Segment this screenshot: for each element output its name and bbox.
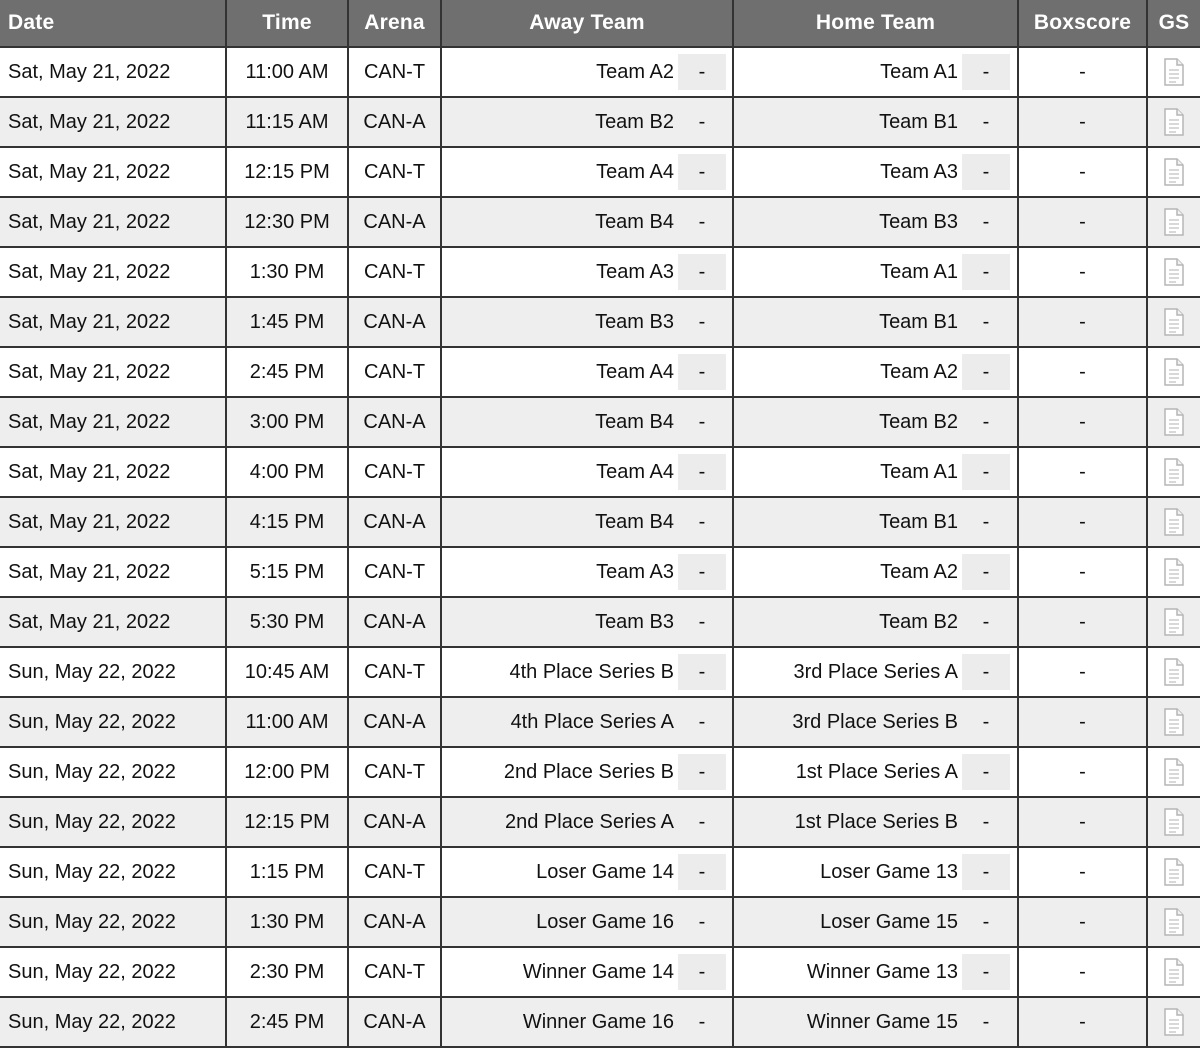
home-team-cell bbox=[733, 547, 1018, 597]
gamesheet-cell bbox=[1147, 297, 1200, 347]
home-score: - bbox=[982, 311, 990, 333]
game-row bbox=[0, 47, 1200, 97]
game-arena: CAN-A bbox=[348, 997, 441, 1047]
boxscore-cell: - bbox=[1018, 147, 1147, 197]
home-team-cell bbox=[733, 347, 1018, 397]
game-date: Sat, May 21, 2022 bbox=[0, 247, 226, 297]
game-date: Sat, May 21, 2022 bbox=[0, 297, 226, 347]
boxscore-cell: - bbox=[1018, 597, 1147, 647]
game-time: 1:30 PM bbox=[226, 247, 348, 297]
boxscore-cell: - bbox=[1018, 997, 1147, 1047]
game-arena: CAN-T bbox=[348, 747, 441, 797]
away-team-name[interactable]: Team A2 bbox=[596, 60, 674, 83]
home-team-cell bbox=[733, 297, 1018, 347]
gamesheet-cell bbox=[1147, 397, 1200, 447]
away-team-cell bbox=[441, 397, 733, 447]
home-team-cell bbox=[733, 447, 1018, 497]
game-arena: CAN-T bbox=[348, 547, 441, 597]
away-team-cell bbox=[441, 147, 733, 197]
game-arena: CAN-T bbox=[348, 447, 441, 497]
document-icon[interactable] bbox=[1161, 107, 1187, 137]
away-score: - bbox=[678, 554, 726, 590]
game-time: 12:30 PM bbox=[226, 197, 348, 247]
gamesheet-cell bbox=[1147, 447, 1200, 497]
home-score: - bbox=[982, 711, 990, 733]
home-score: - bbox=[962, 54, 1010, 90]
boxscore-cell: - bbox=[1018, 197, 1147, 247]
boxscore-cell: - bbox=[1018, 247, 1147, 297]
game-date: Sat, May 21, 2022 bbox=[0, 197, 226, 247]
document-icon[interactable] bbox=[1161, 607, 1187, 637]
document-icon[interactable] bbox=[1161, 957, 1187, 987]
gamesheet-cell bbox=[1147, 897, 1200, 947]
game-row bbox=[0, 497, 1200, 547]
away-team-name[interactable]: Team A3 bbox=[596, 560, 674, 583]
schedule-body bbox=[0, 47, 1200, 1047]
away-team-name[interactable]: Team A4 bbox=[596, 360, 674, 383]
column-header-home-team[interactable]: Home Team bbox=[733, 0, 1018, 47]
document-icon[interactable] bbox=[1161, 707, 1187, 737]
game-arena: CAN-T bbox=[348, 347, 441, 397]
game-arena: CAN-T bbox=[348, 647, 441, 697]
game-date: Sun, May 22, 2022 bbox=[0, 947, 226, 997]
game-date: Sun, May 22, 2022 bbox=[0, 797, 226, 847]
game-time: 12:15 PM bbox=[226, 797, 348, 847]
home-team-cell bbox=[733, 597, 1018, 647]
game-time: 5:30 PM bbox=[226, 597, 348, 647]
away-score: - bbox=[698, 711, 706, 733]
game-time: 3:00 PM bbox=[226, 397, 348, 447]
document-icon[interactable] bbox=[1161, 57, 1187, 87]
home-score: - bbox=[982, 511, 990, 533]
game-row bbox=[0, 547, 1200, 597]
game-date: Sun, May 22, 2022 bbox=[0, 647, 226, 697]
game-date: Sat, May 21, 2022 bbox=[0, 97, 226, 147]
game-row bbox=[0, 147, 1200, 197]
home-team-name[interactable]: Loser Game 15 bbox=[820, 910, 958, 933]
boxscore-cell: - bbox=[1018, 897, 1147, 947]
away-team-cell bbox=[441, 647, 733, 697]
away-team-name[interactable]: Team B4 bbox=[595, 410, 674, 433]
home-team-cell bbox=[733, 97, 1018, 147]
game-row bbox=[0, 447, 1200, 497]
game-arena: CAN-T bbox=[348, 847, 441, 897]
away-score: - bbox=[678, 54, 726, 90]
away-team-name[interactable]: Team B3 bbox=[595, 310, 674, 333]
home-team-name[interactable]: Team A1 bbox=[880, 60, 958, 83]
away-team-cell bbox=[441, 847, 733, 897]
document-icon[interactable] bbox=[1161, 157, 1187, 187]
home-score: - bbox=[982, 811, 990, 833]
home-team-name[interactable]: 3rd Place Series B bbox=[792, 710, 958, 733]
away-team-cell bbox=[441, 897, 733, 947]
home-score: - bbox=[962, 154, 1010, 190]
gamesheet-cell bbox=[1147, 747, 1200, 797]
away-score: - bbox=[698, 1011, 706, 1033]
home-team-name[interactable]: Team A1 bbox=[880, 460, 958, 483]
game-row bbox=[0, 597, 1200, 647]
home-team-cell bbox=[733, 197, 1018, 247]
game-time: 5:15 PM bbox=[226, 547, 348, 597]
document-icon[interactable] bbox=[1161, 507, 1187, 537]
away-team-cell bbox=[441, 97, 733, 147]
gamesheet-cell bbox=[1147, 547, 1200, 597]
game-time: 2:45 PM bbox=[226, 347, 348, 397]
game-arena: CAN-A bbox=[348, 797, 441, 847]
gamesheet-cell bbox=[1147, 347, 1200, 397]
away-score: - bbox=[678, 254, 726, 290]
away-score: - bbox=[698, 511, 706, 533]
away-team-cell bbox=[441, 547, 733, 597]
game-arena: CAN-A bbox=[348, 97, 441, 147]
home-team-name[interactable]: Team A2 bbox=[880, 560, 958, 583]
away-score: - bbox=[678, 354, 726, 390]
column-header-away-team[interactable]: Away Team bbox=[441, 0, 733, 47]
gamesheet-cell bbox=[1147, 97, 1200, 147]
boxscore-cell: - bbox=[1018, 847, 1147, 897]
home-team-cell bbox=[733, 247, 1018, 297]
boxscore-cell: - bbox=[1018, 97, 1147, 147]
column-header-arena[interactable]: Arena bbox=[348, 0, 441, 47]
away-team-cell bbox=[441, 797, 733, 847]
boxscore-cell: - bbox=[1018, 697, 1147, 747]
document-icon[interactable] bbox=[1161, 807, 1187, 837]
game-time: 11:00 AM bbox=[226, 47, 348, 97]
home-team-cell bbox=[733, 147, 1018, 197]
gamesheet-cell bbox=[1147, 597, 1200, 647]
game-time: 12:00 PM bbox=[226, 747, 348, 797]
away-score: - bbox=[678, 754, 726, 790]
game-arena: CAN-A bbox=[348, 297, 441, 347]
column-header-boxscore[interactable]: Boxscore bbox=[1018, 0, 1147, 47]
gamesheet-cell bbox=[1147, 147, 1200, 197]
document-icon[interactable] bbox=[1161, 407, 1187, 437]
away-team-cell bbox=[441, 497, 733, 547]
away-score: - bbox=[698, 811, 706, 833]
column-header-time[interactable]: Time bbox=[226, 0, 348, 47]
game-time: 12:15 PM bbox=[226, 147, 348, 197]
away-team-cell bbox=[441, 747, 733, 797]
away-score: - bbox=[678, 854, 726, 890]
column-header-gs[interactable]: GS bbox=[1147, 0, 1200, 47]
game-row bbox=[0, 697, 1200, 747]
boxscore-cell: - bbox=[1018, 297, 1147, 347]
game-date: Sat, May 21, 2022 bbox=[0, 347, 226, 397]
away-team-name[interactable]: Team A4 bbox=[596, 460, 674, 483]
boxscore-cell: - bbox=[1018, 497, 1147, 547]
game-time: 1:15 PM bbox=[226, 847, 348, 897]
away-score: - bbox=[678, 454, 726, 490]
document-icon[interactable] bbox=[1161, 1007, 1187, 1037]
game-time: 4:15 PM bbox=[226, 497, 348, 547]
home-team-name[interactable]: Team B1 bbox=[879, 110, 958, 133]
away-team-cell bbox=[441, 997, 733, 1047]
document-icon[interactable] bbox=[1161, 657, 1187, 687]
away-team-name[interactable]: Team B2 bbox=[595, 110, 674, 133]
away-score: - bbox=[698, 111, 706, 133]
game-date: Sat, May 21, 2022 bbox=[0, 447, 226, 497]
home-score: - bbox=[962, 454, 1010, 490]
game-row bbox=[0, 847, 1200, 897]
header-row bbox=[0, 0, 1200, 47]
document-icon[interactable] bbox=[1161, 857, 1187, 887]
game-arena: CAN-T bbox=[348, 147, 441, 197]
game-row bbox=[0, 897, 1200, 947]
home-team-name[interactable]: Team A3 bbox=[880, 160, 958, 183]
home-team-cell bbox=[733, 897, 1018, 947]
away-score: - bbox=[698, 211, 706, 233]
game-row bbox=[0, 347, 1200, 397]
game-date: Sun, May 22, 2022 bbox=[0, 847, 226, 897]
home-score: - bbox=[962, 854, 1010, 890]
away-score: - bbox=[678, 954, 726, 990]
home-team-name[interactable]: 1st Place Series A bbox=[795, 760, 958, 783]
home-team-cell bbox=[733, 497, 1018, 547]
away-team-name[interactable]: 4th Place Series A bbox=[510, 710, 674, 733]
home-score: - bbox=[962, 554, 1010, 590]
away-score: - bbox=[698, 911, 706, 933]
away-team-name[interactable]: Team B4 bbox=[595, 510, 674, 533]
away-team-cell bbox=[441, 697, 733, 747]
game-row bbox=[0, 947, 1200, 997]
home-team-cell bbox=[733, 997, 1018, 1047]
gamesheet-cell bbox=[1147, 697, 1200, 747]
document-icon[interactable] bbox=[1161, 757, 1187, 787]
home-team-name[interactable]: 1st Place Series B bbox=[794, 810, 958, 833]
document-icon[interactable] bbox=[1161, 557, 1187, 587]
game-arena: CAN-A bbox=[348, 597, 441, 647]
boxscore-cell: - bbox=[1018, 447, 1147, 497]
home-score: - bbox=[962, 954, 1010, 990]
gamesheet-cell bbox=[1147, 197, 1200, 247]
away-team-name[interactable]: 4th Place Series B bbox=[509, 660, 674, 683]
game-arena: CAN-A bbox=[348, 697, 441, 747]
away-score: - bbox=[678, 154, 726, 190]
document-icon[interactable] bbox=[1161, 907, 1187, 937]
game-time: 11:15 AM bbox=[226, 97, 348, 147]
game-row bbox=[0, 797, 1200, 847]
home-score: - bbox=[962, 654, 1010, 690]
away-score: - bbox=[678, 654, 726, 690]
away-team-name[interactable]: Team A4 bbox=[596, 160, 674, 183]
home-team-name[interactable]: Winner Game 13 bbox=[806, 960, 958, 983]
away-team-name[interactable]: Team B3 bbox=[595, 610, 674, 633]
home-score: - bbox=[982, 1011, 990, 1033]
away-team-cell bbox=[441, 297, 733, 347]
game-time: 2:30 PM bbox=[226, 947, 348, 997]
game-row bbox=[0, 97, 1200, 147]
home-team-name[interactable]: Winner Game 15 bbox=[806, 1010, 958, 1033]
game-date: Sun, May 22, 2022 bbox=[0, 997, 226, 1047]
home-team-name[interactable]: Loser Game 13 bbox=[820, 860, 958, 883]
home-team-cell bbox=[733, 747, 1018, 797]
away-team-name[interactable]: Loser Game 16 bbox=[536, 910, 674, 933]
away-team-name[interactable]: Winner Game 16 bbox=[522, 1010, 674, 1033]
game-time: 1:45 PM bbox=[226, 297, 348, 347]
away-score: - bbox=[698, 311, 706, 333]
gamesheet-cell bbox=[1147, 997, 1200, 1047]
home-team-cell bbox=[733, 947, 1018, 997]
away-team-name[interactable]: Winner Game 14 bbox=[522, 960, 674, 983]
boxscore-cell: - bbox=[1018, 347, 1147, 397]
game-time: 4:00 PM bbox=[226, 447, 348, 497]
home-score: - bbox=[962, 254, 1010, 290]
away-team-cell bbox=[441, 197, 733, 247]
game-time: 10:45 AM bbox=[226, 647, 348, 697]
home-score: - bbox=[962, 754, 1010, 790]
gamesheet-cell bbox=[1147, 47, 1200, 97]
game-date: Sat, May 21, 2022 bbox=[0, 597, 226, 647]
game-time: 2:45 PM bbox=[226, 997, 348, 1047]
game-row bbox=[0, 397, 1200, 447]
home-team-name[interactable]: Team B3 bbox=[879, 210, 958, 233]
home-team-cell bbox=[733, 847, 1018, 897]
home-team-name[interactable]: Team A1 bbox=[880, 260, 958, 283]
gamesheet-cell bbox=[1147, 647, 1200, 697]
gamesheet-cell bbox=[1147, 247, 1200, 297]
home-team-name[interactable]: Team B2 bbox=[879, 410, 958, 433]
game-arena: CAN-A bbox=[348, 897, 441, 947]
document-icon[interactable] bbox=[1161, 357, 1187, 387]
boxscore-cell: - bbox=[1018, 47, 1147, 97]
away-team-name[interactable]: Team A3 bbox=[596, 260, 674, 283]
home-score: - bbox=[982, 211, 990, 233]
document-icon[interactable] bbox=[1161, 207, 1187, 237]
away-team-name[interactable]: 2nd Place Series A bbox=[505, 810, 674, 833]
away-team-name[interactable]: Team B4 bbox=[595, 210, 674, 233]
boxscore-cell: - bbox=[1018, 397, 1147, 447]
home-score: - bbox=[962, 354, 1010, 390]
game-time: 11:00 AM bbox=[226, 697, 348, 747]
game-date: Sun, May 22, 2022 bbox=[0, 897, 226, 947]
document-icon[interactable] bbox=[1161, 307, 1187, 337]
game-date: Sat, May 21, 2022 bbox=[0, 147, 226, 197]
away-score: - bbox=[698, 411, 706, 433]
game-row bbox=[0, 997, 1200, 1047]
game-arena: CAN-A bbox=[348, 197, 441, 247]
game-date: Sat, May 21, 2022 bbox=[0, 547, 226, 597]
gamesheet-cell bbox=[1147, 497, 1200, 547]
home-team-cell bbox=[733, 697, 1018, 747]
away-team-name[interactable]: Loser Game 14 bbox=[536, 860, 674, 883]
home-team-name[interactable]: Team B1 bbox=[879, 310, 958, 333]
boxscore-cell: - bbox=[1018, 797, 1147, 847]
home-score: - bbox=[982, 411, 990, 433]
game-date: Sat, May 21, 2022 bbox=[0, 397, 226, 447]
home-team-name[interactable]: Team B1 bbox=[879, 510, 958, 533]
game-date: Sun, May 22, 2022 bbox=[0, 747, 226, 797]
away-team-cell bbox=[441, 447, 733, 497]
home-team-cell bbox=[733, 397, 1018, 447]
away-team-cell bbox=[441, 347, 733, 397]
game-arena: CAN-T bbox=[348, 47, 441, 97]
document-icon[interactable] bbox=[1161, 457, 1187, 487]
away-team-cell bbox=[441, 247, 733, 297]
boxscore-cell: - bbox=[1018, 547, 1147, 597]
home-score: - bbox=[982, 111, 990, 133]
boxscore-cell: - bbox=[1018, 647, 1147, 697]
game-row bbox=[0, 747, 1200, 797]
home-team-name[interactable]: 3rd Place Series A bbox=[793, 660, 958, 683]
away-team-cell bbox=[441, 47, 733, 97]
game-row bbox=[0, 647, 1200, 697]
home-team-cell bbox=[733, 47, 1018, 97]
column-header-date[interactable]: Date bbox=[0, 0, 226, 47]
gamesheet-cell bbox=[1147, 847, 1200, 897]
boxscore-cell: - bbox=[1018, 747, 1147, 797]
game-row bbox=[0, 247, 1200, 297]
away-team-name[interactable]: 2nd Place Series B bbox=[503, 760, 674, 783]
boxscore-cell: - bbox=[1018, 947, 1147, 997]
game-date: Sat, May 21, 2022 bbox=[0, 47, 226, 97]
game-date: Sun, May 22, 2022 bbox=[0, 697, 226, 747]
game-row bbox=[0, 197, 1200, 247]
home-score: - bbox=[982, 911, 990, 933]
away-team-cell bbox=[441, 947, 733, 997]
home-score: - bbox=[982, 611, 990, 633]
away-score: - bbox=[698, 611, 706, 633]
home-team-cell bbox=[733, 647, 1018, 697]
gamesheet-cell bbox=[1147, 797, 1200, 847]
game-arena: CAN-T bbox=[348, 247, 441, 297]
home-team-name[interactable]: Team B2 bbox=[879, 610, 958, 633]
game-arena: CAN-A bbox=[348, 497, 441, 547]
gamesheet-cell bbox=[1147, 947, 1200, 997]
home-team-name[interactable]: Team A2 bbox=[880, 360, 958, 383]
document-icon[interactable] bbox=[1161, 257, 1187, 287]
game-time: 1:30 PM bbox=[226, 897, 348, 947]
home-team-cell bbox=[733, 797, 1018, 847]
game-row bbox=[0, 297, 1200, 347]
game-arena: CAN-T bbox=[348, 947, 441, 997]
game-arena: CAN-A bbox=[348, 397, 441, 447]
game-date: Sat, May 21, 2022 bbox=[0, 497, 226, 547]
away-team-cell bbox=[441, 597, 733, 647]
